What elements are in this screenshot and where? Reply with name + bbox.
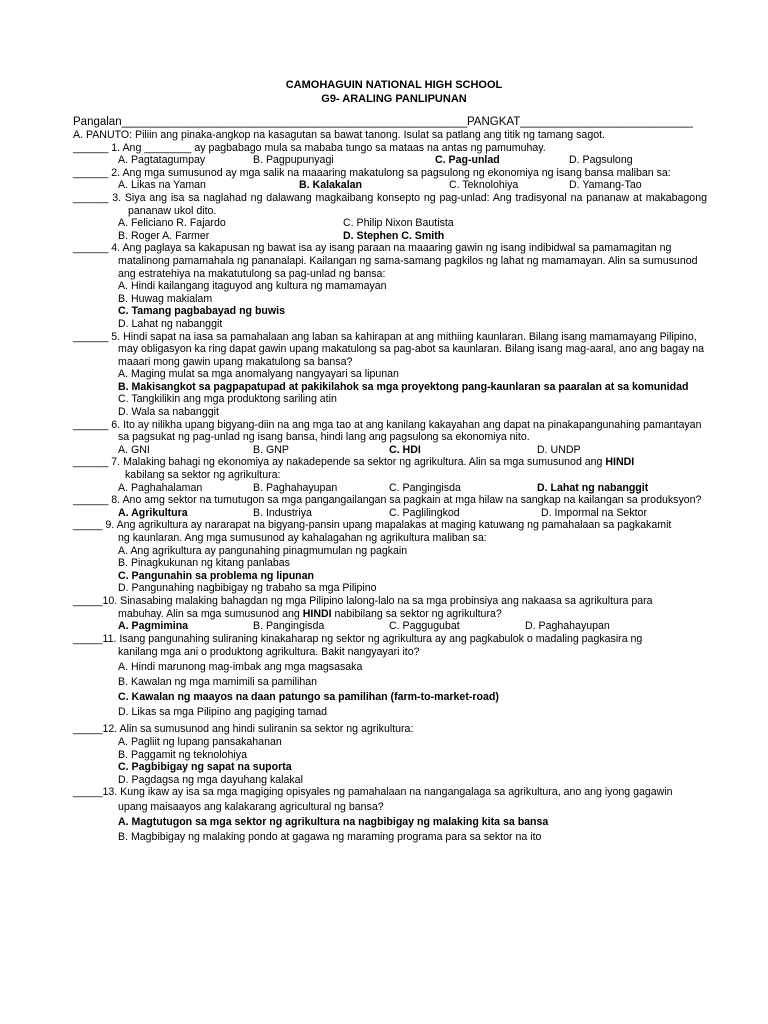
choice-answer: D. Stephen C. Smith xyxy=(343,229,445,242)
question-12-stem: _____12. Alin sa sumusunod ang hindi suliranin sa sektor ng agrikultura: xyxy=(73,723,414,736)
choice: B. Pagpupunyagi xyxy=(253,154,334,167)
quiz-page xyxy=(73,78,707,845)
subject-title: G9- ARALING PANLIPUNAN xyxy=(321,93,467,105)
name-section-line: Pangalan______________________________________________________PANGKAT___________________________ xyxy=(73,116,693,128)
question-3-choices-row-1 xyxy=(73,217,707,230)
choice-answer: C. Pag-unlad xyxy=(435,154,500,167)
choice-answer: A. Magtutugon sa mga sektor ng agrikultura na nagbibigay ng malaking kita sa bansa xyxy=(118,815,549,828)
choice-answer: B. Makisangkot sa pagpapatupad at pakikilahok sa mga proyektong pang-kaunlaran sa paaralan at sa komunidad xyxy=(118,380,689,393)
choice: B. Roger A. Farmer xyxy=(118,229,210,242)
choice: B. Paggamit ng teknolohiya xyxy=(118,748,247,761)
choice-answer: C. Tamang pagbabayad ng buwis xyxy=(118,305,285,318)
choice: C. Teknolohiya xyxy=(449,179,519,192)
choice: D. Pangunahing nagbibigay ng trabaho sa mga Pilipino xyxy=(118,582,377,595)
choice: C. Philip Nixon Bautista xyxy=(343,217,454,230)
choice: B. Industriya xyxy=(253,506,312,519)
instructions: A. PANUTO: Piliin ang pinaka-angkop na kasagutan sa bawat tanong. Isulat sa patlang ang titik ng tamang sagot. xyxy=(73,129,605,141)
question-2-stem: ______ 2. Ang mga sumusunod ay mga salik na maaaring makatulong sa pagsulong ng ekonomiya ng isang bansa maliban sa: xyxy=(73,166,671,179)
choice: A. Hindi kailangang itaguyod ang kultura ng mamamayan xyxy=(118,280,387,293)
choice-answer: C. Kawalan ng maayos na daan patungo sa pamilihan (farm-to-market-road) xyxy=(118,691,499,704)
question-11-stem: _____11. Isang pangunahing suliraning kinakaharap ng sektor ng agrikultura ay ang pagkabulok o madaling pagkasira ng xyxy=(73,632,643,645)
choice-answer: A. Pagmimina xyxy=(118,620,189,633)
choice: A. Pagtatagumpay xyxy=(118,154,206,167)
choice: B. Huwag makialam xyxy=(118,292,213,305)
question-1-stem: ______ 1. Ang ________ ay pagbabago mula sa mababa tungo sa mataas na antas ng pamumuhay. xyxy=(73,141,546,154)
question-7-stem xyxy=(73,456,707,469)
school-name: CAMOHAGUIN NATIONAL HIGH SCHOOL xyxy=(285,79,503,91)
choice-answer: D. Lahat ng nabanggit xyxy=(537,481,649,494)
question-10-stem-cont xyxy=(73,608,707,621)
question-9-stem-cont: ng kaunlaran. Ang mga sumusunod ay kahalagahan ng agrikultura maliban sa: xyxy=(118,532,487,544)
choice: A. Ang agrikultura ay pangunahing pinagmumulan ng pagkain xyxy=(118,544,408,557)
choice: D. Wala sa nabanggit xyxy=(118,406,219,419)
question-13-stem: _____13. Kung ikaw ay isa sa mga magiging opisyales ng pamahalaan na nangangalaga sa agrikultura, ano ang iyong gagawin xyxy=(73,786,673,799)
question-7-text: ______ 7. Malaking bahagi ng ekonomiya ay nakadepende sa sektor ng agrikultura. Alin sa mga sumusunod ang xyxy=(73,456,606,469)
question-7-emphasis: HINDI xyxy=(605,456,635,469)
choice-answer: A. Agrikultura xyxy=(118,506,188,519)
choice: B. GNP xyxy=(253,443,289,456)
question-13-stem-cont: upang maisaayos ang kalakarang agricultural ng bansa? xyxy=(118,800,384,813)
choice: D. Paghahayupan xyxy=(525,620,610,633)
choice: A. Likas na Yaman xyxy=(118,179,206,192)
choice: A. Hindi marunong mag-imbak ang mga magsasaka xyxy=(118,661,363,674)
question-5-stem: ______ 5. Hindi sapat na iasa sa pamahalaan ang laban sa kahirapan at ang mithiing kaunlaran. Bilang isang mamamayang Pilipino, may obligasyon ka ring dapat gawin upang makatulong sa pag-abot sa kaunlaran. Bilang isang mag-aaral, ano ang bagay na maaari mong gawin upang makatulong sa bansa? xyxy=(73,330,704,368)
choice: D. UNDP xyxy=(537,443,581,456)
choice-answer: C. HDI xyxy=(389,443,421,456)
choice: A. Paghahalaman xyxy=(118,481,203,494)
question-1-choices xyxy=(73,154,707,167)
question-6-choices xyxy=(73,444,707,457)
choice-answer: C. Pagbibigay ng sapat na suporta xyxy=(118,761,292,774)
choice: C. Pangingisda xyxy=(389,481,461,494)
choice-answer: B. Kalakalan xyxy=(299,179,363,192)
question-7-choices xyxy=(73,482,707,495)
choice: B. Magbibigay ng malaking pondo at gagawa ng maraming programa para sa sektor na ito xyxy=(118,830,542,843)
choice: B. Kawalan ng mga mamimili sa pamilihan xyxy=(118,676,318,689)
question-10-text-end: nabibilang sa sektor ng agrikultura? xyxy=(331,607,502,620)
question-2-choices xyxy=(73,179,707,192)
question-3-choices-row-2 xyxy=(73,230,707,243)
choice: B. Pinagkukunan ng kitang panlabas xyxy=(118,557,290,570)
choice: C. Tangkilikin ang mga produktong sariling atin xyxy=(118,393,337,406)
choice: D. Likas sa mga Pilipino ang pagiging tamad xyxy=(118,706,328,719)
choice: A. Pagliit ng lupang pansakahanan xyxy=(118,735,282,748)
choice: A. Maging mulat sa mga anomalyang nangyayari sa lipunan xyxy=(118,368,399,381)
question-10-text: mabuhay. Alin sa mga sumusunod ang xyxy=(118,607,303,620)
choice: A. GNI xyxy=(118,443,150,456)
question-9-stem: _____ 9. Ang agrikultura ay nararapat na bigyang-pansin upang mapalakas at maging katuwang ng pamahalaan sa pagkakamit xyxy=(73,519,672,532)
question-8-choices xyxy=(73,507,707,520)
choice: C. Paglilingkod xyxy=(389,506,460,519)
question-7-stem-cont: kabilang sa sektor ng agrikultura: xyxy=(125,469,281,482)
choice: C. Paggugubat xyxy=(389,620,460,633)
choice: D. Impormal na Sektor xyxy=(541,506,647,519)
question-8-stem: ______ 8. Ano amg sektor na tumutugon sa mga pangangailangan sa pagkain at mga hilaw na sangkap na kailangan sa produksyon? xyxy=(73,494,702,507)
choice: D. Pagsulong xyxy=(569,154,633,167)
choice-answer: C. Pangunahin sa problema ng lipunan xyxy=(118,569,314,582)
question-4-stem: ______ 4. Ang paglaya sa kakapusan ng bawat isa ay isang paraan na maaaring gawin ng isang indibidwal sa pamamagitan ng matalinong pamamahala ng pananalapi. Kailangan ng sama-samang pagkilos ng lahat ng mamamayan. Alin sa sumusunod ang estratehiya na makatutulong sa pag-unlad ng bansa: xyxy=(73,242,698,280)
choice: B. Paghahayupan xyxy=(253,481,338,494)
choice: A. Feliciano R. Fajardo xyxy=(118,217,226,230)
choice: D. Yamang-Tao xyxy=(569,179,642,192)
question-11-stem-cont: kanilang mga ani o produktong agrikultura. Bakit nangyayari ito? xyxy=(118,646,420,659)
choice: B. Pangingisda xyxy=(253,620,325,633)
question-3-stem: ______ 3. Siya ang isa sa naglahad ng dalawang magkaibang konsepto ng pag-unlad: Ang tradisyonal na pananaw at makabagong pananaw ukol dito. xyxy=(73,191,707,217)
question-10-stem: _____10. Sinasabing malaking bahagdan ng mga Pilipino lalong-lalo na sa mga probinsiya ang nakaasa sa agrikultura para xyxy=(73,594,653,607)
choice: D. Pagdagsa ng mga dayuhang kalakal xyxy=(118,773,303,786)
choice: D. Lahat ng nabanggit xyxy=(118,317,223,330)
question-6-stem: ______ 6. Ito ay nilikha upang bigyang-diin na ang mga tao at ang kanilang kakayahan ang dapat na pinakapangunahing pamantayan sa pagsukat ng pag-unlad ng isang bansa, hindi lang ang pagsulong sa ekonomiya nito. xyxy=(73,418,702,444)
question-10-emphasis: HINDI xyxy=(302,607,332,620)
question-10-choices xyxy=(73,620,707,633)
